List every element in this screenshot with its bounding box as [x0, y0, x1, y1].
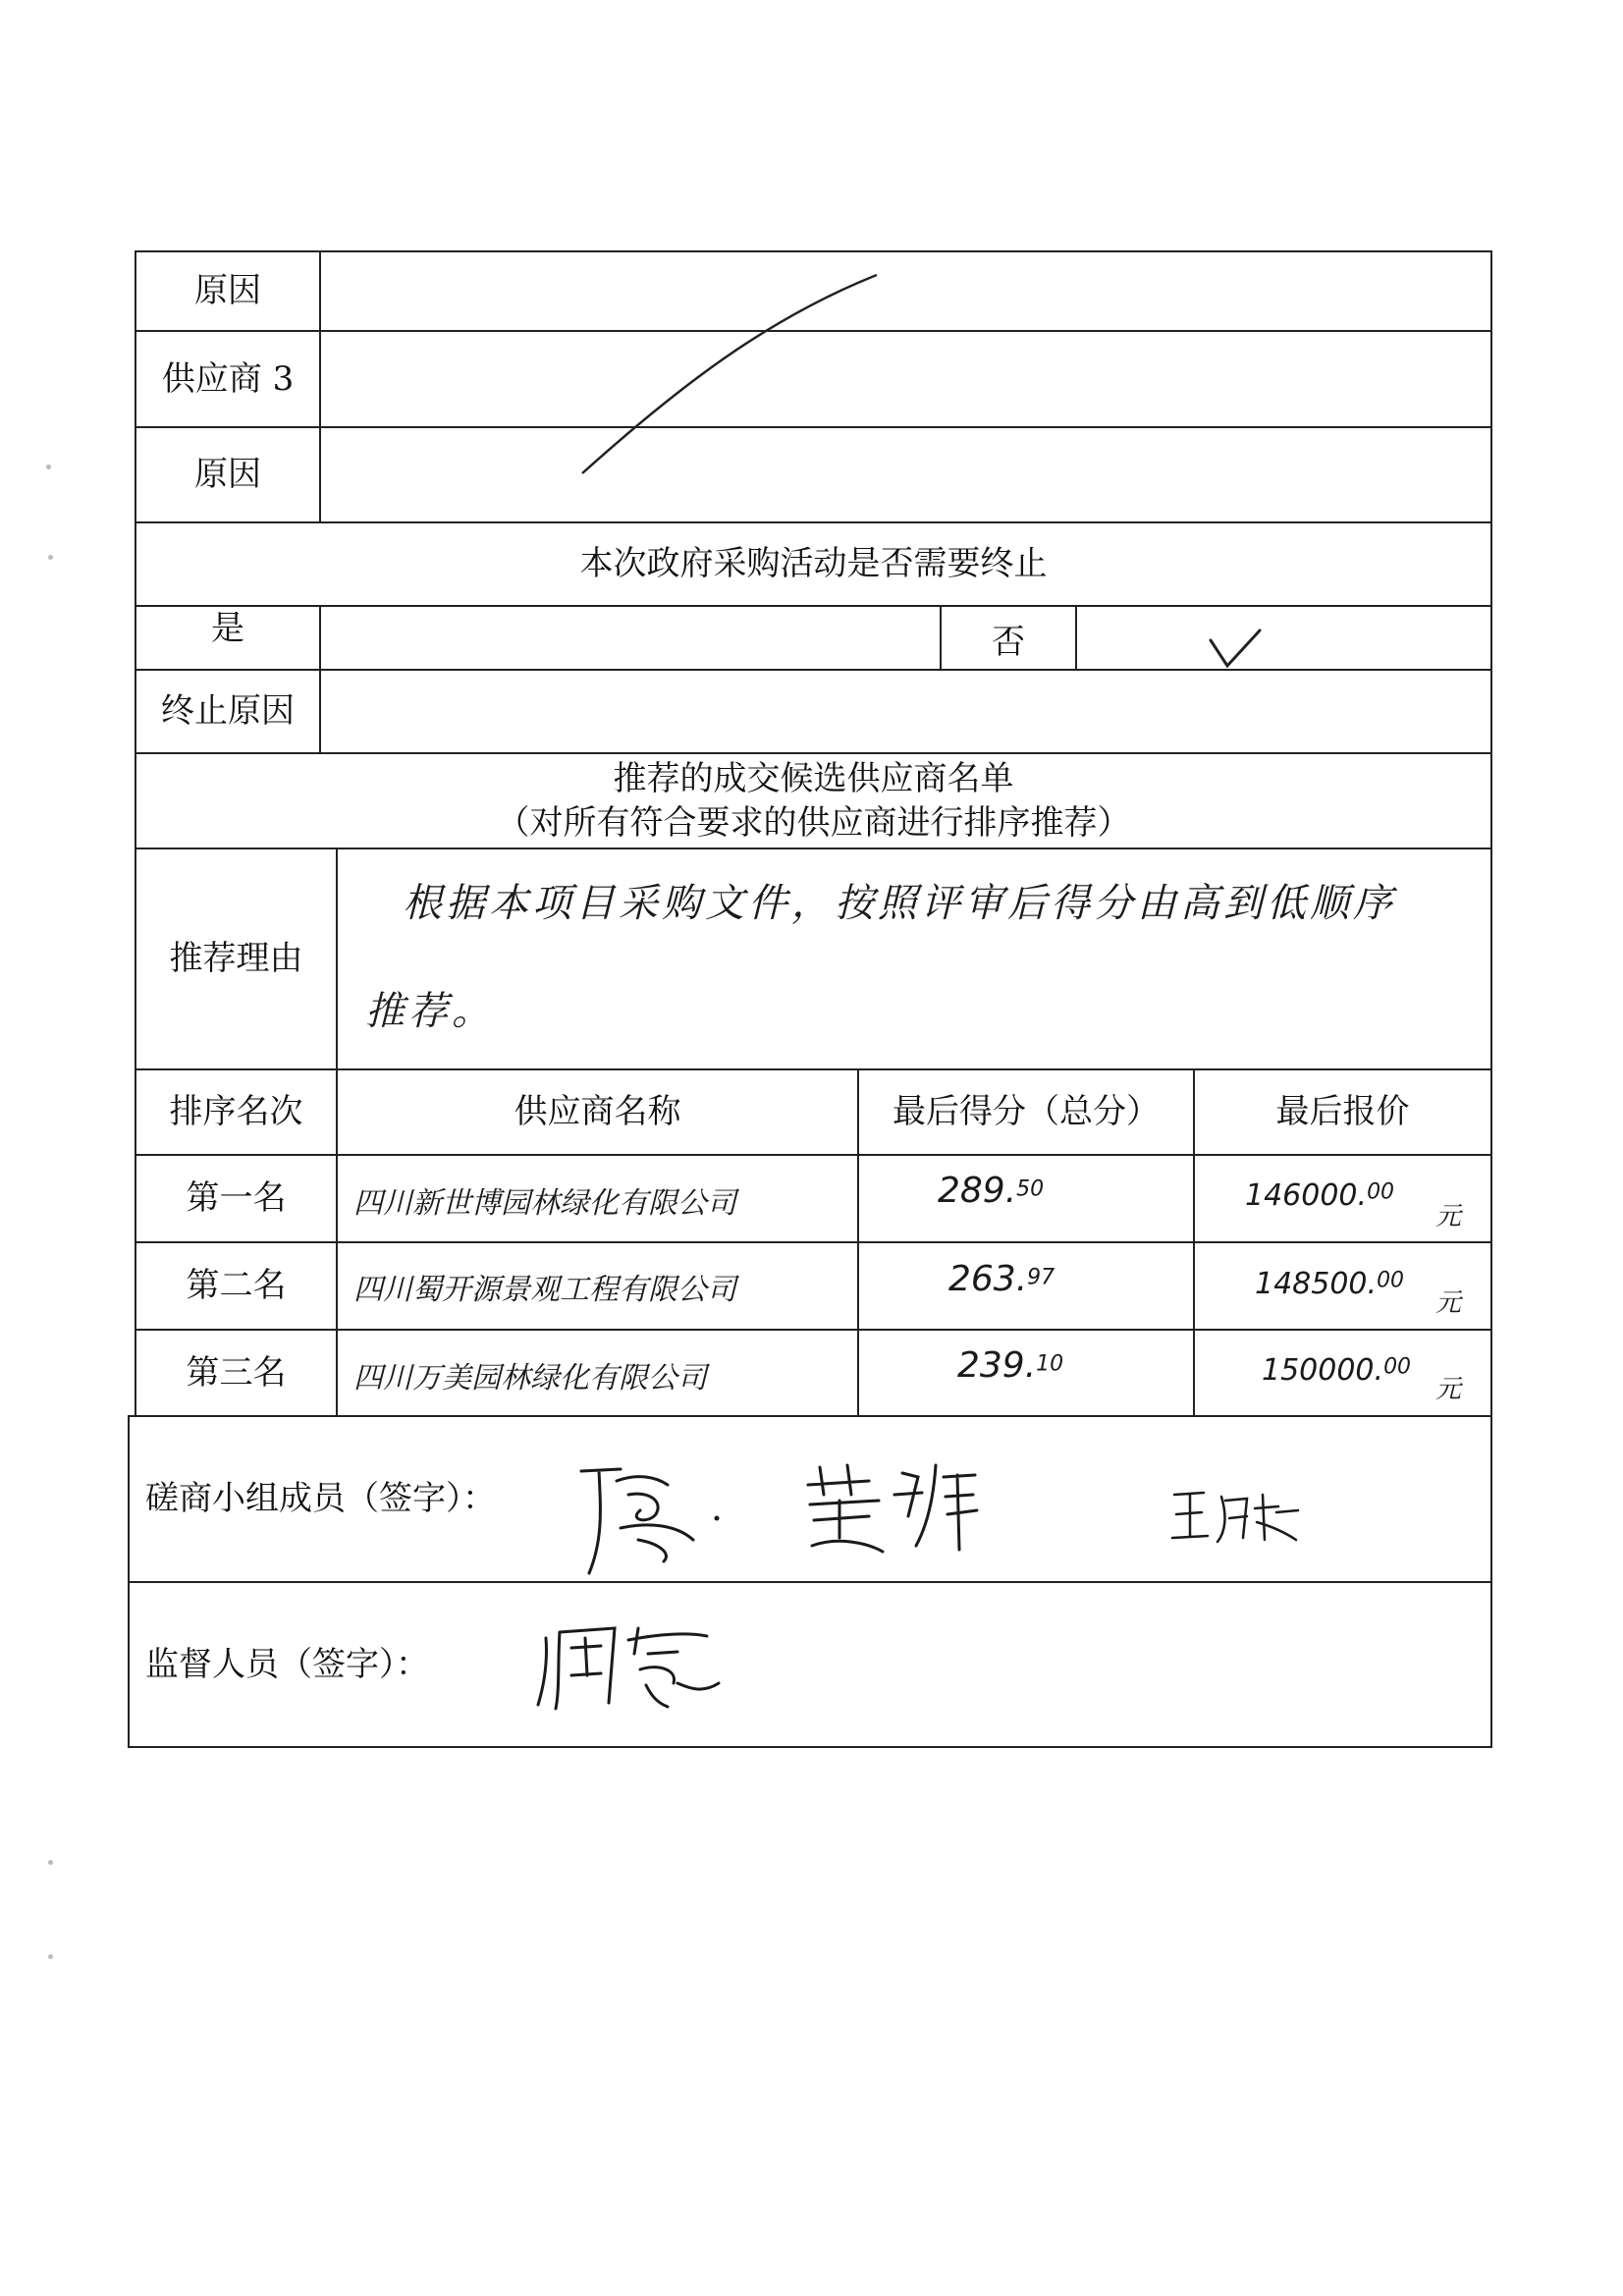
- recommend-title-line2: （对所有符合要求的供应商进行排序推荐）: [496, 802, 1131, 843]
- header-supplier: 供应商名称: [514, 1092, 681, 1132]
- price-cell: 146000.00: [1245, 1178, 1395, 1213]
- terminate-question: 本次政府采购活动是否需要终止: [579, 544, 1048, 584]
- recommend-title-line1: 推荐的成交候选供应商名单: [613, 759, 1014, 799]
- rank-cell: 第一名: [186, 1178, 287, 1219]
- header-rank: 排序名次: [169, 1092, 303, 1132]
- price-cell: 148500.00: [1255, 1267, 1405, 1301]
- rank-cell: 第三名: [186, 1352, 287, 1393]
- header-score: 最后得分（总分）: [893, 1092, 1160, 1132]
- price-unit: 元: [1435, 1288, 1462, 1318]
- price-cell: 150000.00: [1262, 1353, 1412, 1388]
- recommend-title: [136, 754, 1490, 847]
- no-label: 否: [992, 623, 1025, 663]
- price-unit: 元: [1435, 1202, 1462, 1231]
- recommend-reason-label: 推荐理由: [169, 939, 303, 979]
- panel-signature-label: 磋商小组成员（签字）：: [145, 1479, 496, 1519]
- scan-speck: [48, 555, 53, 560]
- scan-speck: [48, 1860, 53, 1865]
- recommend-reason-text-1: 根据本项目采购文件，按照评审后得分由高到低顺序: [403, 881, 1396, 926]
- reason-label-1: 原因: [194, 271, 261, 311]
- header-price: 最后报价: [1275, 1092, 1410, 1132]
- reason-label-2: 原因: [194, 455, 261, 495]
- supplier-name-cell: 四川万美园林绿化有限公司: [353, 1361, 707, 1395]
- score-cell: 239.10: [957, 1345, 1064, 1386]
- supplier-name-cell: 四川新世博园林绿化有限公司: [353, 1186, 736, 1221]
- recommend-reason-text-2: 推荐。: [365, 989, 495, 1034]
- scan-speck: [46, 465, 51, 469]
- signature-mark: [530, 1614, 727, 1713]
- supervisor-signature-label: 监督人员（签字）：: [145, 1644, 429, 1684]
- terminate-reason-label: 终止原因: [161, 691, 295, 732]
- supplier-name-cell: 四川蜀开源景观工程有限公司: [353, 1273, 736, 1307]
- score-cell: 289.50: [938, 1171, 1045, 1211]
- score-cell: 263.97: [948, 1259, 1055, 1299]
- signature-mark: [1168, 1483, 1306, 1552]
- yes-label: 是: [211, 609, 244, 648]
- price-unit: 元: [1435, 1375, 1462, 1404]
- signature-mark: [800, 1455, 997, 1563]
- rank-cell: 第二名: [186, 1266, 287, 1306]
- signature-mark: [569, 1451, 727, 1579]
- supplier3-label: 供应商 3: [161, 358, 295, 399]
- scan-speck: [48, 1954, 53, 1959]
- checkmark-icon: [1206, 627, 1265, 670]
